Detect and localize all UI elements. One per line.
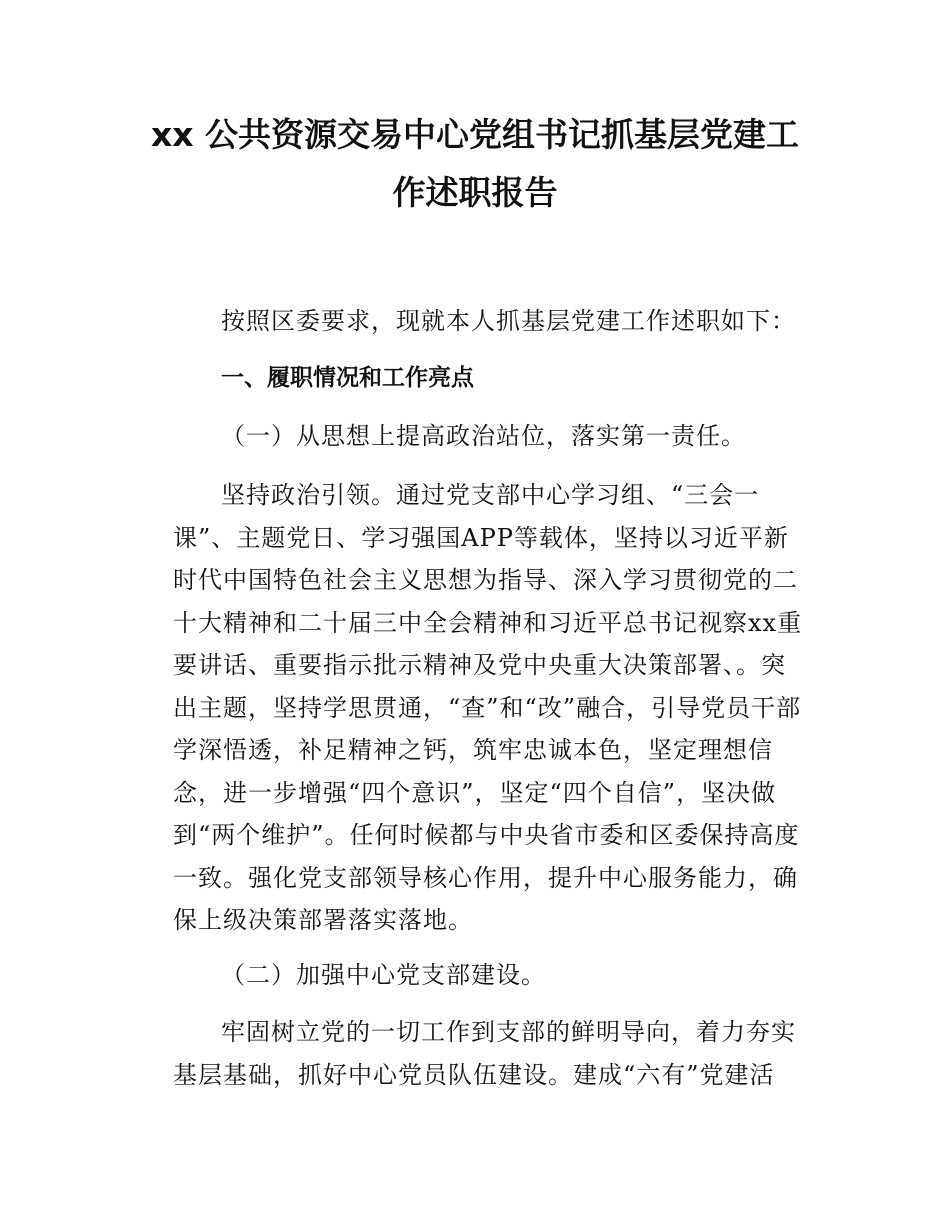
section-heading-1: 一、履职情况和工作亮点 bbox=[221, 365, 474, 391]
document-title-line-2: 作述职报告 bbox=[392, 173, 558, 212]
body-paragraph-2: 牢固树立党的一切工作到支部的鲜明导向，着力夯实基层基础，抓好中心党员队伍建设。建成“六有”党建活 bbox=[173, 1018, 796, 1089]
subheading-1: （一）从思想上提高政治站位，落实第一责任。 bbox=[221, 422, 746, 450]
body-paragraph-1: 坚持政治引领。通过党支部中心学习组、“三会一课”、主题党日、学习强国APP等载体，坚持以习近平新时代中国特色社会主义思想为指导、深入学习贯彻党的二十大精神和二十届三中全会精神和习近平总书记视察xx重要讲话、重要指示批示精神及党中央重大决策部署、。突出主题，坚持学思贯通，“查”和“改”融合，引导党员干部学深悟透，补足精神之钙，筑牢忠诚本色，坚定理想信念，进一步增强“四个意识”，坚定“四个自信”，坚决做到“两个维护”。任何时候都与中央省市委和区委保持高度一致。强化党支部领导核心作用，提升中心服务能力，确保上级决策部署落实落地。 bbox=[173, 481, 803, 934]
document-title-line-1: xx 公共资源交易中心党组书记抓基层党建工 bbox=[150, 115, 800, 154]
intro-paragraph: 按照区委要求，现就本人抓基层党建工作述职如下： bbox=[221, 307, 796, 335]
subheading-2: （二）加强中心党支部建设。 bbox=[221, 961, 546, 989]
